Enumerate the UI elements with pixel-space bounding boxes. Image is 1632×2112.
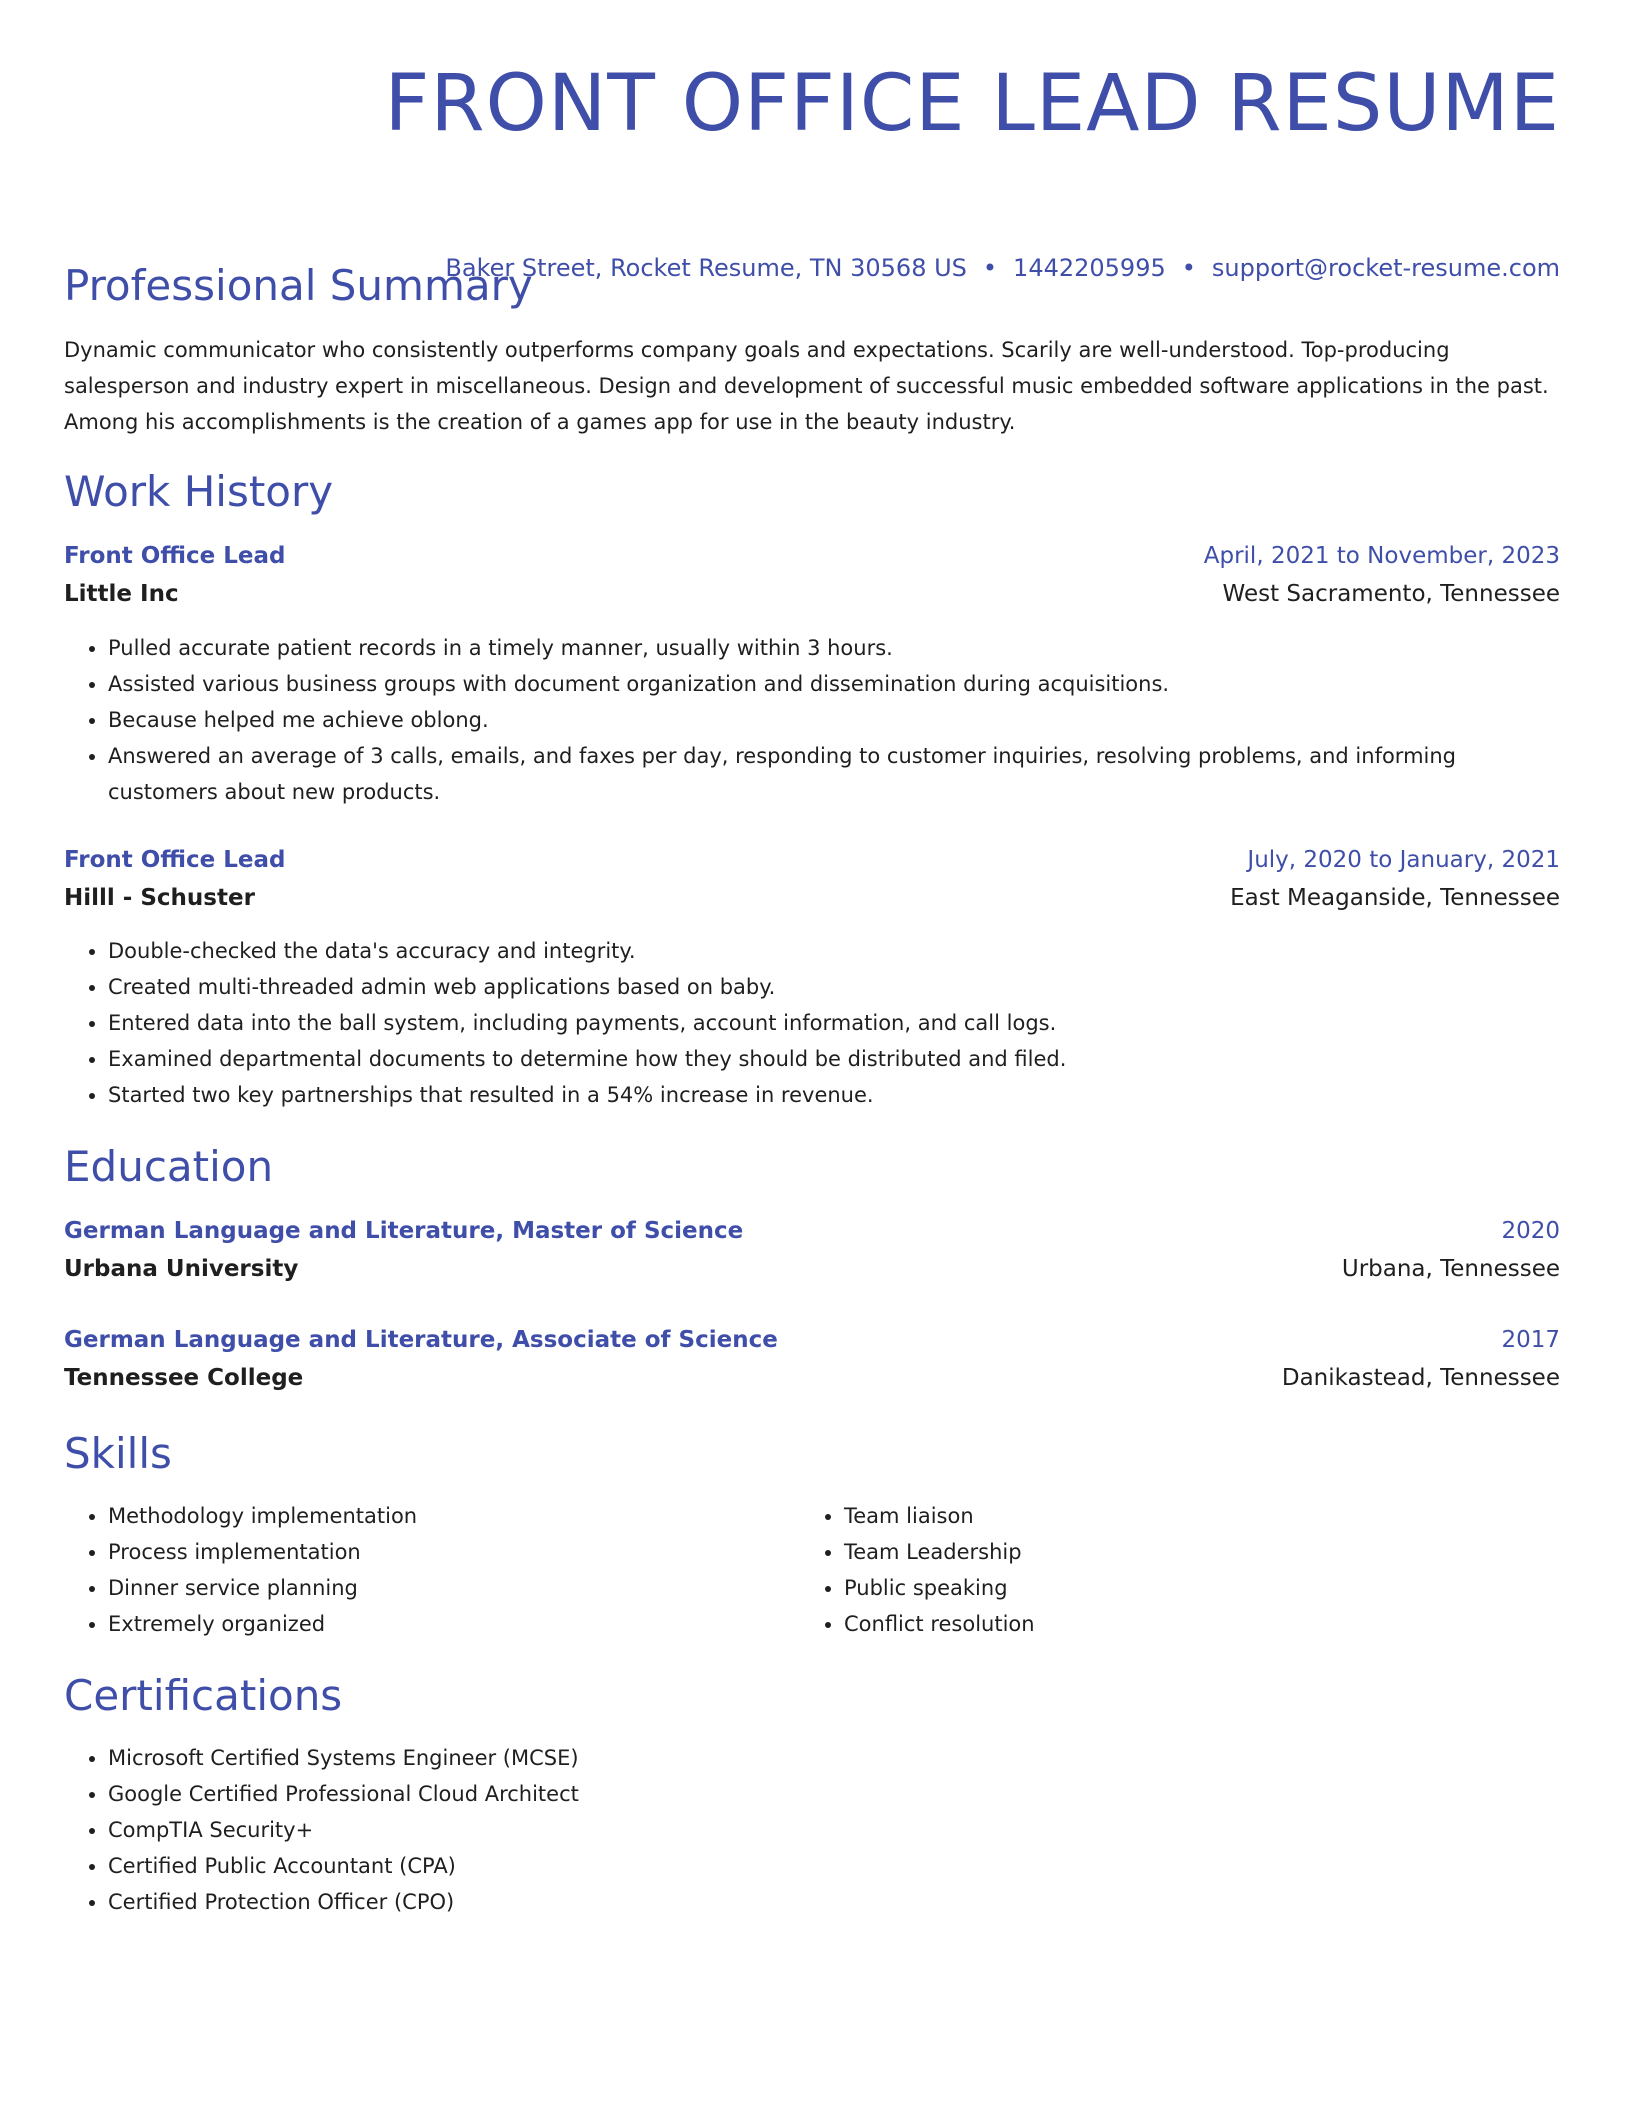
education-location: Urbana, Tennessee <box>1341 1256 1560 1282</box>
contact-separator: • <box>982 254 998 282</box>
certifications-list <box>64 1740 1560 1920</box>
job-1-header <box>64 538 1560 574</box>
summary-text: Dynamic communicator who consistently outperforms company goals and expectations. Scarily are well-understood. Top-producing salesperson and industry expert in miscellaneous. Design and development of successful music embedded software applications in the past. Among his accomplishments is the creation of a games app for use in the beauty industry. <box>64 338 1549 434</box>
list-item: • Microsoft Certified Systems Engineer (MCSE) <box>108 1740 1560 1776</box>
education-2-header <box>64 1322 1560 1358</box>
list-item: • Examined departmental documents to determine how they should be distributed and filed. <box>108 1041 1560 1077</box>
list-item: • Assisted various business groups with document organization and dissemination during acquisitions. <box>108 666 1560 702</box>
summary-heading: Professional Summary <box>64 261 533 310</box>
job-2-header <box>64 842 1560 878</box>
list-item: • CompTIA Security+ <box>108 1812 1560 1848</box>
list-item: • Team liaison <box>844 1498 1534 1534</box>
education-1-subheader <box>64 1251 1560 1287</box>
list-item: • Public speaking <box>844 1570 1534 1606</box>
job-company: Hilll - Schuster <box>64 885 255 911</box>
education-year: 2017 <box>1501 1327 1560 1353</box>
job-title: Front Office Lead <box>64 543 286 569</box>
job-2-bullets <box>64 933 1560 1113</box>
skills-heading: Skills <box>64 1429 172 1478</box>
list-item: • Certified Public Accountant (CPA) <box>108 1848 1560 1884</box>
education-location: Danikastead, Tennessee <box>1281 1365 1560 1391</box>
job-1-bullets <box>64 630 1560 810</box>
list-item: • Double-checked the data's accuracy and integrity. <box>108 933 1560 969</box>
education-degree: German Language and Literature, Associate of Science <box>64 1327 778 1353</box>
education-school: Urbana University <box>64 1256 299 1282</box>
list-item: • Entered data into the ball system, including payments, account information, and call logs. <box>108 1005 1560 1041</box>
job-company: Little Inc <box>64 581 179 607</box>
list-item: • Process implementation <box>108 1534 798 1570</box>
job-1-subheader <box>64 576 1560 612</box>
list-item: • Because helped me achieve oblong. <box>108 702 1560 738</box>
contact-email[interactable]: support@rocket-resume.com <box>1211 254 1560 282</box>
resume-page <box>64 0 1560 1914</box>
list-item: • Created multi-threaded admin web applications based on baby. <box>108 969 1560 1005</box>
list-item: • Answered an average of 3 calls, emails, and faxes per day, responding to customer inquiries, resolving problems, and informing customers about new products. <box>108 738 1560 810</box>
job-2-subheader <box>64 880 1560 916</box>
list-item: • Started two key partnerships that resulted in a 54% increase in revenue. <box>108 1077 1560 1113</box>
job-location: East Meaganside, Tennessee <box>1230 885 1560 911</box>
resume-title: FRONT OFFICE LEAD RESUME <box>384 59 1560 149</box>
education-2-subheader <box>64 1360 1560 1396</box>
job-dates: April, 2021 to November, 2023 <box>1203 543 1560 569</box>
job-location: West Sacramento, Tennessee <box>1222 581 1560 607</box>
certifications-heading: Certifications <box>64 1671 343 1720</box>
job-title: Front Office Lead <box>64 847 286 873</box>
contact-phone: 1442205995 <box>1013 254 1166 282</box>
job-dates: July, 2020 to January, 2021 <box>1247 847 1560 873</box>
contact-separator: • <box>1181 254 1196 282</box>
list-item: • Pulled accurate patient records in a timely manner, usually within 3 hours. <box>108 630 1560 666</box>
contact-address: Baker Street, Rocket Resume, TN 30568 US <box>445 254 967 282</box>
work-history-heading: Work History <box>64 467 334 516</box>
list-item: • Conflict resolution <box>844 1606 1534 1642</box>
list-item: • Extremely organized <box>108 1606 798 1642</box>
education-heading: Education <box>64 1142 274 1191</box>
list-item: • Google Certified Professional Cloud Architect <box>108 1776 1560 1812</box>
education-year: 2020 <box>1501 1218 1560 1244</box>
contact-line <box>445 252 1560 284</box>
list-item: • Methodology implementation <box>108 1498 798 1534</box>
list-item: • Team Leadership <box>844 1534 1534 1570</box>
education-school: Tennessee College <box>64 1365 304 1391</box>
skills-list-right <box>800 1498 1534 1642</box>
skills-list-left <box>64 1498 798 1642</box>
education-1-header <box>64 1213 1560 1249</box>
list-item: • Certified Protection Officer (CPO) <box>108 1884 1560 1920</box>
education-degree: German Language and Literature, Master of Science <box>64 1218 744 1244</box>
list-item: • Dinner service planning <box>108 1570 798 1606</box>
